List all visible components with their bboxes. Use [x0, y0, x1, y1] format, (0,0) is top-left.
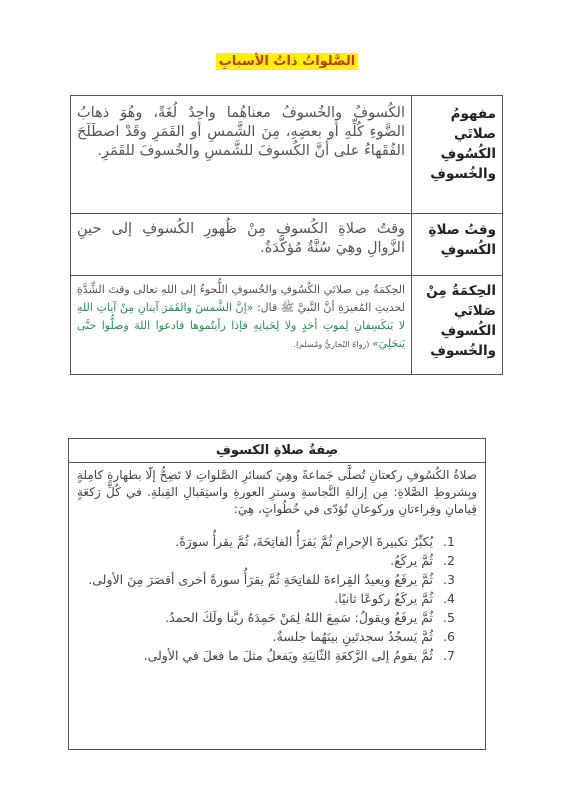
- hadith-quote: «إنَّ الشَّمسَ والقَمَرَ آيتانِ مِنْ آياتِ اللهِ لا يَنكَسِفانِ لِموتِ أحَدٍ ولا لِحَياتِهِ فإذا رأيتُموها فادعوا اللهَ وصلُّوا حتَّى يَنجَلِيَ»: [77, 301, 405, 350]
- step-text: ثُمَّ يقومُ إلى الرَّكعَةِ الثّانِيَةِ ويَفعلُ مثلَ ما فعلَ في الأولى.: [143, 648, 433, 663]
- definitions-table: [70, 95, 503, 375]
- row-text: وقتُ صلاةِ الكُسوفِ مِنْ ظُهورِ الكُسوفِ إلى حينِ الزَّوالِ وهِيَ سُنَّةٌ مُؤكَّدَةٌ.: [71, 214, 412, 276]
- step-text: يُكبِّرُ تكبيرةَ الإحرامِ ثُمَّ يَقرَأُ الفاتِحَةَ، ثُمَّ يقرأُ سورَةً.: [175, 534, 433, 549]
- list-item: [79, 551, 455, 570]
- row-heading: الحِكمَةُ مِنْ صَلاتَي الكُسوفِ والخُسوفِ: [412, 276, 503, 375]
- row-heading: وقتُ صلاةِ الكُسوفِ: [412, 214, 503, 276]
- step-number: 1.: [443, 534, 455, 549]
- list-item: [79, 589, 455, 608]
- list-item: [79, 532, 455, 551]
- row-heading: مفهومُ صلاتَي الكُسُوفِ والخُسوفِ: [412, 96, 503, 214]
- row-text: [71, 276, 412, 375]
- page-title: الصَّلواتُ ذاتُ الأسبابِ: [216, 53, 359, 70]
- step-text: ثُمَّ يرفَعُ ويقولُ: سَمِعَ اللهُ لِمَنْ حَمِدَهُ ربَّنا ولَكَ الحمدُ.: [165, 610, 433, 625]
- step-number: 2.: [443, 553, 455, 568]
- row-text: الكُسوفُ والخُسوفُ معناهُما واحِدٌ لُغَةً، وهُوَ ذهابُ الضَّوءِ كُلِّهِ أو بعضِهِ، مِنَ الشَّمسِ أو القَمَرِ وقَدْ اصطَلَحَ الفُقَهاءُ على أنَّ الكُسوفَ للشَّمسِ والخُسوفَ للقَمَرِ.: [71, 96, 412, 214]
- steps-list: [69, 532, 485, 665]
- table-row: [71, 96, 503, 214]
- step-number: 3.: [443, 572, 455, 587]
- method-title: صِفةُ صلاةِ الكسوفِ: [69, 439, 485, 463]
- hadith-citation: (رواهُ البُخاريُّ ومُسلم).: [293, 340, 372, 349]
- step-text: ثُمَّ يرفَعُ ويعيدُ القِراءةَ للفاتِحَةِ ثُمَّ يقرَأُ سورةً أخرى أقصَرَ مِنَ الأولى.: [88, 572, 433, 587]
- method-intro: صلاةُ الكُسُوفِ ركعتانِ تُصلَّى جَماعةً وهِيَ كسائرِ الصَّلواتِ لا تَصِحُّ إلّا بطهارةٍ كامِلةٍ وبِشروطِ الصَّلاةِ: مِن إزالةِ النَّجاسةِ وسترِ العورةِ واستِقبالِ القِبلةِ. في كُلِّ رَكعَةٍ قِيامانِ وقِراءتانِ وركوعانِ تُؤدّى في خُطُواتٍ، هِيَ:: [77, 468, 477, 516]
- wisdom-text: الحِكمَةُ مِن صلاتَي الكُسُوفِ والخُسوفِ اللُّجوءُ إلى اللهِ تعالى وقتَ الشِّدَّةِ لحديثِ المُغيرَةِ أنَّ النَّبيَّ ﷺ قال:: [77, 283, 405, 314]
- step-text: ثُمَّ يركَعُ.: [390, 553, 433, 568]
- step-number: 4.: [443, 591, 455, 606]
- title-wrapper: [0, 50, 574, 70]
- method-card: [68, 438, 486, 750]
- list-item: [79, 608, 455, 627]
- step-text: ثُمَّ يركَعُ ركوعًا ثانيًا.: [334, 591, 433, 606]
- list-item: [79, 646, 455, 665]
- step-number: 7.: [443, 648, 455, 663]
- list-item: [79, 627, 455, 646]
- table-row: [71, 214, 503, 276]
- table-row: [71, 276, 503, 375]
- step-number: 6.: [443, 629, 455, 644]
- step-number: 5.: [443, 610, 455, 625]
- list-item: [79, 570, 455, 589]
- step-text: ثُمَّ يَسجُدُ سجدتَينِ بينَهُما جلسةٌ.: [272, 629, 433, 644]
